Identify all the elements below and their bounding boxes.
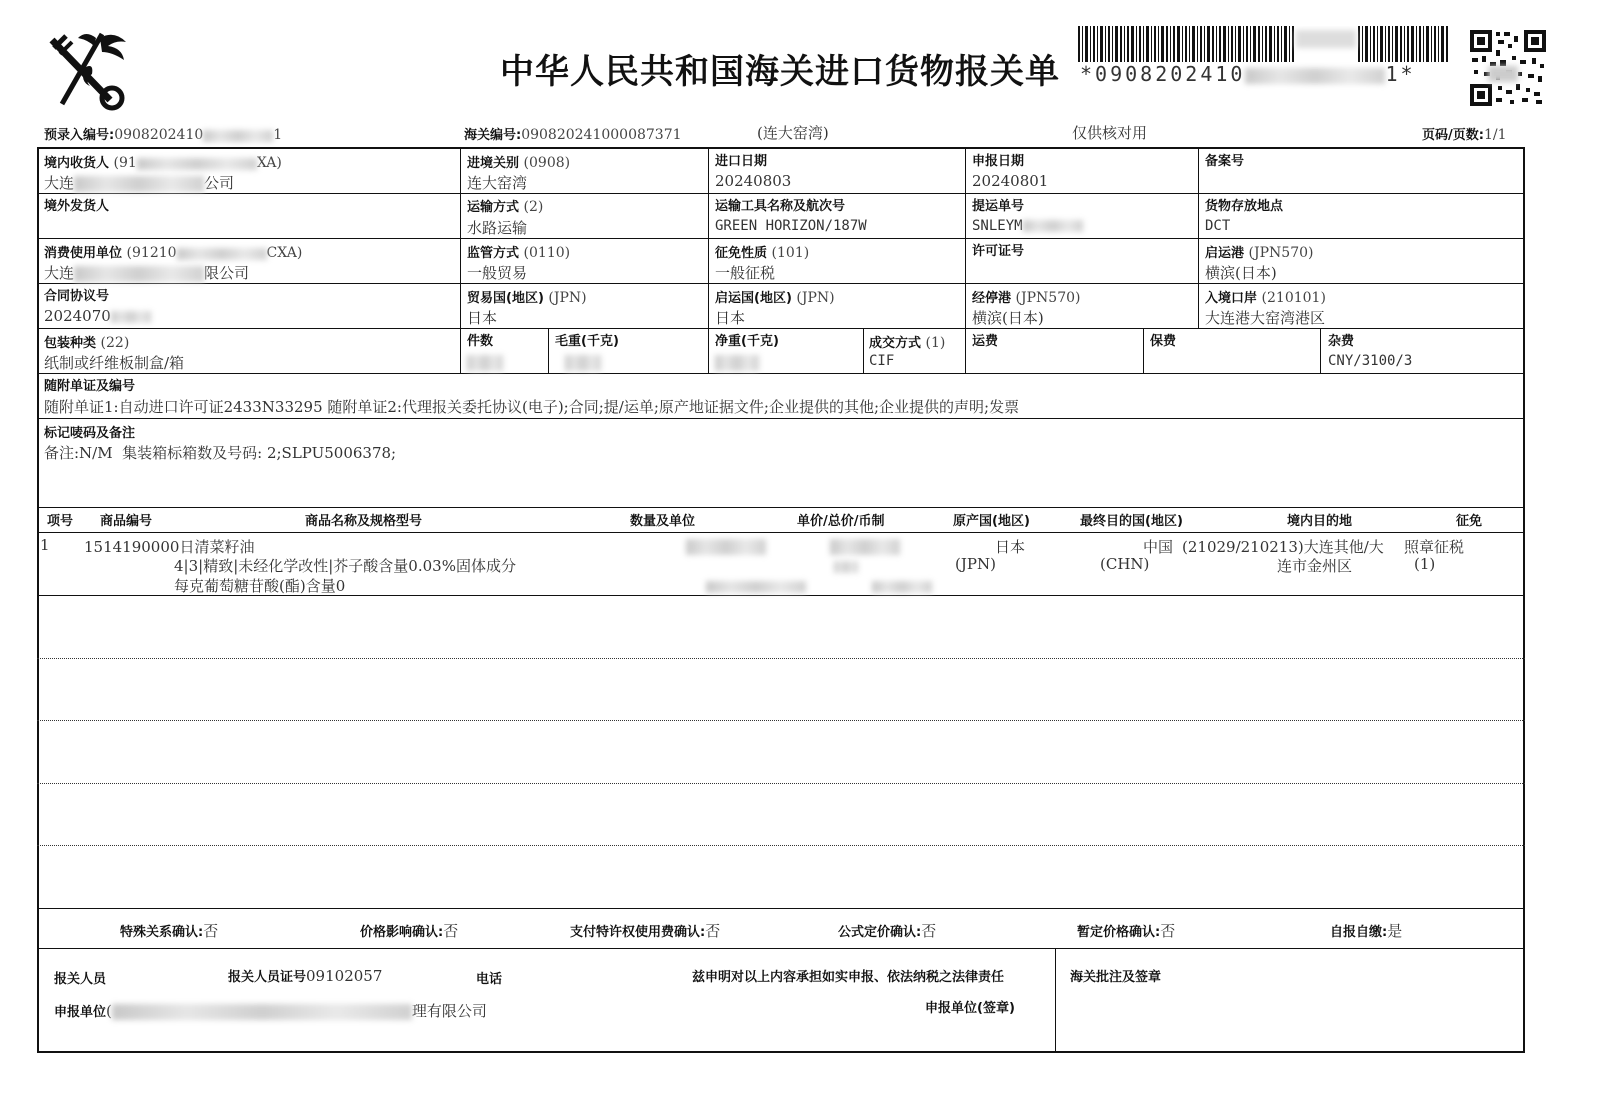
net-weight-value (715, 352, 759, 371)
entry-office-label: 进境关别 (0908) (467, 155, 571, 171)
verification-note: 仅供核对用 (1072, 124, 1148, 142)
customs-emblem-icon (44, 28, 130, 114)
customs-emblem (44, 28, 130, 114)
insurance-label: 保费 (1150, 334, 1177, 349)
supervision-label: 监管方式 (0110) (467, 245, 571, 261)
goods-origin-code: (JPN) (955, 555, 996, 573)
price-impact-confirm: 价格影响确认:否 (360, 922, 459, 940)
entry-office-value: 连大窑湾 (467, 174, 528, 192)
goods-domestic-dest: (21029/210213)大连其他/大 (1182, 538, 1384, 556)
qr-code (1470, 30, 1546, 106)
declare-date-label: 申报日期 (972, 154, 1025, 169)
goods-header-price: 单价/总价/币制 (797, 514, 885, 529)
bill-of-lading-label: 提运单号 (972, 199, 1025, 214)
levy-nature-value: 一般征税 (715, 264, 776, 282)
marks-label: 标记唛码及备注 (44, 426, 136, 441)
royalty-confirm: 支付特许权使用费确认:否 (570, 922, 721, 940)
pieces-value (467, 352, 503, 371)
contract-value: 2024070 (44, 307, 151, 325)
barcode-icon (1078, 26, 1448, 62)
page-title: 中华人民共和国海关进口货物报关单 (500, 52, 1060, 92)
goods-destination-code: (CHN) (1100, 555, 1150, 573)
goods-header-qty: 数量及单位 (630, 514, 696, 529)
gross-weight-value (565, 352, 601, 371)
goods-header-item: 项号 (47, 514, 74, 529)
consignor-label: 境外发货人 (44, 199, 110, 214)
goods-origin: 日本 (995, 538, 1026, 556)
terms-label: 成交方式 (1) (869, 335, 946, 351)
storage-location-value: DCT (1205, 218, 1231, 234)
consignee-label: 境内收货人 (91 XA) (44, 155, 282, 171)
levy-nature-label: 征免性质 (101) (715, 245, 810, 261)
import-date-value: 20240803 (715, 172, 792, 190)
origin-country-value: 日本 (715, 309, 746, 327)
supervision-value: 一般贸易 (467, 264, 528, 282)
declarant-seal-label: 申报单位(签章) (925, 1001, 1015, 1016)
goods-price-blurred (830, 536, 900, 555)
goods-levy-code: (1) (1414, 555, 1436, 573)
goods-spec-line3: 每克葡萄糖苷酸(酯)含量0 (174, 577, 346, 595)
entry-port-value: 大连港大窑湾港区 (1205, 309, 1326, 327)
import-date-label: 进口日期 (715, 154, 768, 169)
barcode-text: *0908202410 1* (1080, 62, 1416, 86)
goods-header-origin: 原产国(地区) (953, 514, 1030, 529)
consumer-label: 消费使用单位 (91210 CXA) (44, 245, 303, 261)
goods-header-domestic: 境内目的地 (1287, 514, 1353, 529)
phone-label: 电话 (476, 972, 503, 987)
barcode (1078, 26, 1448, 62)
origin-country-label: 启运国(地区) (JPN) (715, 290, 835, 306)
goods-hs-code: 1514190000日清菜籽油 (84, 538, 255, 556)
goods-levy: 照章征税 (1404, 538, 1465, 556)
customs-number: 海关编号:090820241000087371 (464, 127, 682, 143)
vessel-value: GREEN HORIZON/187W (715, 218, 867, 234)
entry-port-label: 入境口岸 (210101) (1205, 290, 1326, 306)
via-port-label: 经停港 (JPN570) (972, 290, 1081, 306)
goods-item: 1 (40, 536, 50, 554)
record-number-label: 备案号 (1205, 154, 1245, 169)
goods-price-blurred-3 (872, 576, 932, 595)
vessel-label: 运输工具名称及航次号 (715, 199, 846, 214)
departure-port-value: 横滨(日本) (1205, 264, 1277, 282)
via-port-value: 横滨(日本) (972, 309, 1044, 327)
license-label: 许可证号 (972, 244, 1025, 259)
trade-country-label: 贸易国(地区) (JPN) (467, 290, 587, 306)
provisional-price-confirm: 暂定价格确认:否 (1077, 922, 1176, 940)
departure-port-label: 启运港 (JPN570) (1205, 245, 1314, 261)
goods-header-hs: 商品编号 (100, 514, 153, 529)
qr-code-icon (1470, 30, 1546, 106)
misc-fee-value: CNY/3100/3 (1328, 353, 1413, 369)
documents-label: 随附单证及编号 (44, 379, 136, 394)
self-pay-confirm: 自报自缴:是 (1330, 922, 1403, 940)
marks-value: 备注:N/M 集装箱标箱数及号码: 2;SLPU5006378; (44, 444, 397, 462)
consignee-value: 大连 公司 (44, 174, 235, 192)
goods-header-name: 商品名称及规格型号 (305, 514, 423, 529)
goods-domestic-dest-line2: 连市金州区 (1277, 557, 1353, 575)
declaration-statement: 兹申明对以上内容承担如实申报、依法纳税之法律责任 (692, 970, 1005, 985)
contract-label: 合同协议号 (44, 289, 110, 304)
goods-price-blurred-2 (834, 556, 858, 575)
bill-of-lading-value: SNLEYM (972, 218, 1083, 234)
pre-entry-number: 预录入编号:0908202410 1 (44, 127, 283, 143)
broker-id: 报关人员证号09102057 (228, 967, 383, 985)
package-value: 纸制或纤维板制盒/箱 (44, 354, 185, 372)
consumer-value: 大连 限公司 (44, 264, 250, 282)
goods-spec-line2: 4|3|精致|未经化学改性|芥子酸含量0.03%固体成分 (174, 557, 516, 575)
terms-value: CIF (869, 353, 895, 369)
special-relation-confirm: 特殊关系确认:否 (120, 922, 219, 940)
storage-location-label: 货物存放地点 (1205, 199, 1284, 214)
transport-mode-value: 水路运输 (467, 219, 528, 237)
declare-date-value: 20240801 (972, 172, 1049, 190)
broker-label: 报关人员 (54, 972, 107, 987)
goods-header-dest: 最终目的国(地区) (1080, 514, 1183, 529)
package-label: 包装种类 (22) (44, 335, 130, 351)
goods-qty-blurred (686, 536, 766, 555)
declarant-unit: 申报单位( 理有限公司 (54, 1002, 487, 1020)
goods-header-levy: 征免 (1456, 514, 1483, 529)
pieces-label: 件数 (467, 334, 494, 349)
freight-label: 运费 (972, 334, 999, 349)
goods-qty-blurred-2 (706, 576, 806, 595)
documents-value: 随附单证1:自动进口许可证2433N33295 随附单证2:代理报关委托协议(电子);合同;提/运单;原产地证据文件;企业提供的其他;企业提供的声明;发票 (44, 398, 1020, 416)
goods-destination: 中国 (1143, 538, 1174, 556)
formula-price-confirm: 公式定价确认:否 (838, 922, 937, 940)
gross-weight-label: 毛重(千克) (555, 334, 619, 349)
misc-fee-label: 杂费 (1328, 334, 1355, 349)
transport-mode-label: 运输方式 (2) (467, 199, 544, 215)
customs-office: (连大窑湾) (757, 124, 829, 142)
trade-country-value: 日本 (467, 309, 498, 327)
net-weight-label: 净重(千克) (715, 334, 779, 349)
customs-sign-label: 海关批注及签章 (1070, 970, 1162, 985)
page-number: 页码/页数:1/1 (1422, 127, 1507, 143)
